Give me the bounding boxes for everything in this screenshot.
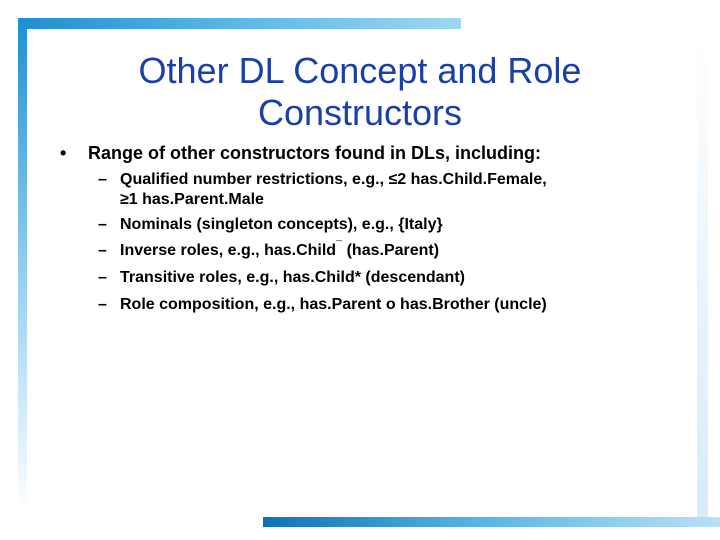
subitem-text: Transitive roles, e.g., has.Child* (descendant) (120, 269, 465, 286)
inverse-superscript: ¯ (336, 240, 343, 252)
bullet-text: Range of other constructors found in DLs, including: (88, 143, 541, 163)
subitem-text-line-1: Qualified number restrictions, e.g., ≤2 has.Child.Female, (120, 171, 547, 188)
left-accent-bar (18, 18, 27, 510)
right-accent-bar (697, 36, 708, 517)
subitem-text-line-2: ≥1 has.Parent.Male (120, 191, 264, 208)
subitem-text-pre: Inverse roles, e.g., has.Child (120, 242, 337, 259)
subitem-marker: – (98, 296, 107, 313)
subitem-marker: – (98, 171, 107, 188)
top-accent-bar (18, 18, 461, 29)
subitem-marker: – (98, 216, 107, 233)
subitem-text: Role composition, e.g., has.Parent o has.Brother (uncle) (120, 296, 547, 313)
title-line-2: Constructors (257, 92, 463, 133)
subitem-text: Nominals (singleton concepts), e.g., {Italy} (120, 216, 443, 233)
subitem-text-post: (has.Parent) (342, 242, 440, 259)
subitem-marker: – (98, 242, 107, 259)
subitem-marker: – (98, 269, 107, 286)
title-line-1: Other DL Concept and Role (138, 50, 582, 91)
bottom-accent-bar (263, 517, 720, 527)
bullet-marker: • (60, 143, 67, 163)
slide-title (40, 50, 680, 134)
